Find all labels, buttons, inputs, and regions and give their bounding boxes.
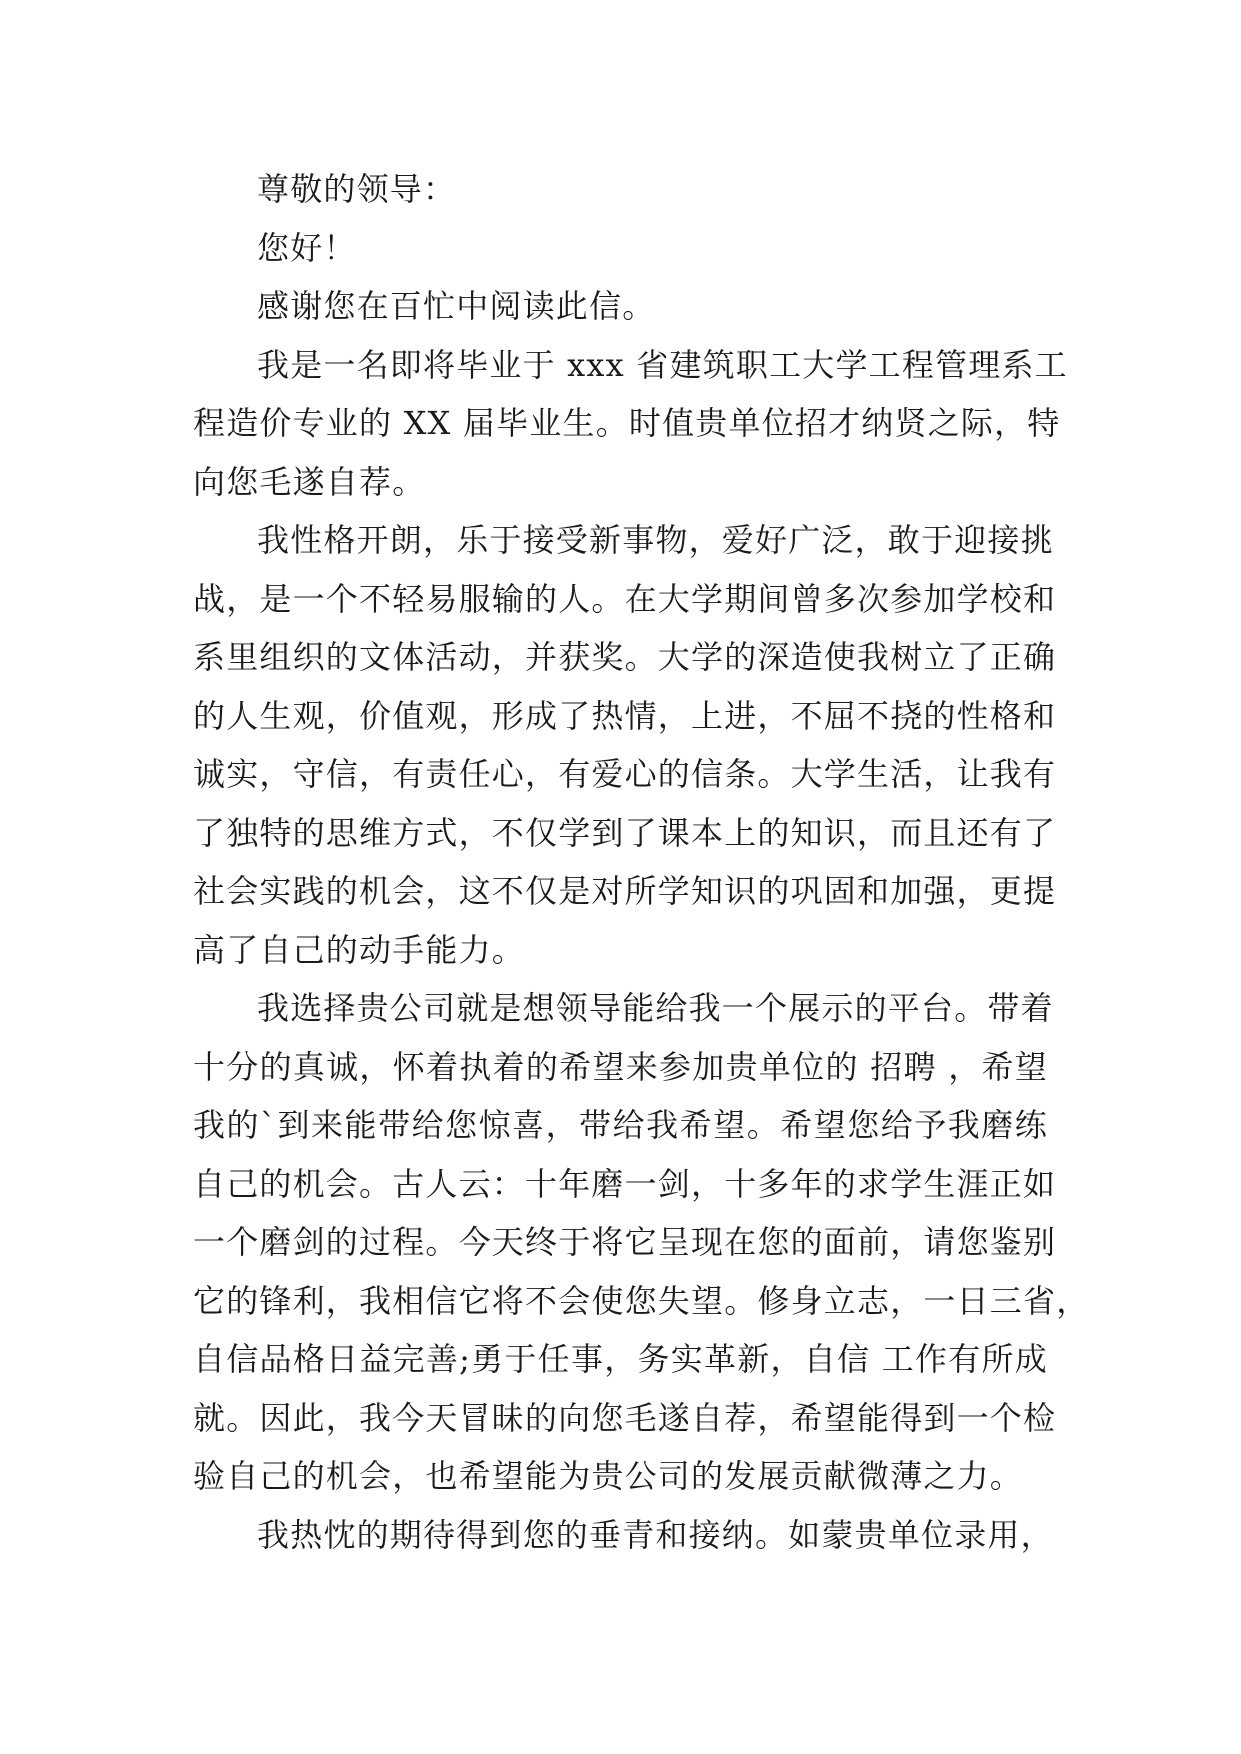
paragraph-thanks-line: 感谢您在百忙中阅读此信。 [257, 287, 656, 325]
paragraph-closing [193, 1506, 1054, 1565]
paragraph-line: 向您毛遂自荐。 [193, 462, 426, 501]
paragraph-introduction [193, 336, 1068, 512]
paragraph-line: 验自己的机会，也希望能为贵公司的发展贡献微薄之力。 [193, 1457, 1024, 1495]
letter-body [193, 160, 1090, 1564]
paragraph-line: 我选择贵公司就是想领导能给我一个展示的平台。带着 [257, 989, 1054, 1027]
paragraph-line: 它的锋利，我相信它将不会使您失望。修身立志，一日三省， [193, 1281, 1090, 1320]
paragraph-line: 高了自己的动手能力。 [193, 930, 526, 969]
paragraph-line: 的人生观，价值观，形成了热情，上进，不屈不挠的性格和 [193, 696, 1057, 735]
paragraph-line: 诚实，守信，有责任心，有爱心的信条。大学生活，让我有 [193, 755, 1057, 793]
paragraph-line: 十分的真诚，怀着执着的希望来参加贵单位的 招聘 ，希望 [193, 1047, 1048, 1086]
greeting: 您好！ [257, 228, 357, 267]
paragraph-line: 一个磨剑的过程。今天终于将它呈现在您的面前，请您鉴别 [193, 1223, 1057, 1261]
paragraph-line: 战，是一个不轻易服输的人。在大学期间曾多次参加学校和 [193, 579, 1057, 618]
paragraph-line: 自信品格日益完善;勇于任事，务实革新，自信 工作有所成 [193, 1340, 1048, 1378]
paragraph-line: 我的`到来能带给您惊喜，带给我希望。希望您给予我磨练 [193, 1106, 1048, 1144]
paragraph-line: 系里组织的文体活动，并获奖。大学的深造使我树立了正确 [193, 638, 1057, 676]
salutation: 尊敬的领导： [257, 170, 457, 208]
paragraph-motivation [193, 979, 1090, 1506]
paragraph-line: 社会实践的机会，这不仅是对所学知识的巩固和加强，更提 [193, 872, 1057, 910]
paragraph-line: 程造价专业的 XX 届毕业生。时值贵单位招才纳贤之际，特 [193, 404, 1061, 442]
paragraph-line: 了独特的思维方式，不仅学到了课本上的知识，而且还有了 [193, 813, 1057, 852]
paragraph-line: 我性格开朗，乐于接受新事物，爱好广泛，敢于迎接挑 [257, 521, 1054, 559]
paragraph-line: 我是一名即将毕业于 xxx 省建筑职工大学工程管理系工 [257, 345, 1068, 384]
paragraph-line: 就。因此，我今天冒昧的向您毛遂自荐，希望能得到一个检 [193, 1398, 1057, 1437]
paragraph-personality [193, 511, 1057, 979]
paragraph-line: 自己的机会。古人云：十年磨一剑，十多年的求学生涯正如 [193, 1164, 1057, 1203]
paragraph-line: 我热忱的期待得到您的垂青和接纳。如蒙贵单位录用， [257, 1515, 1054, 1554]
